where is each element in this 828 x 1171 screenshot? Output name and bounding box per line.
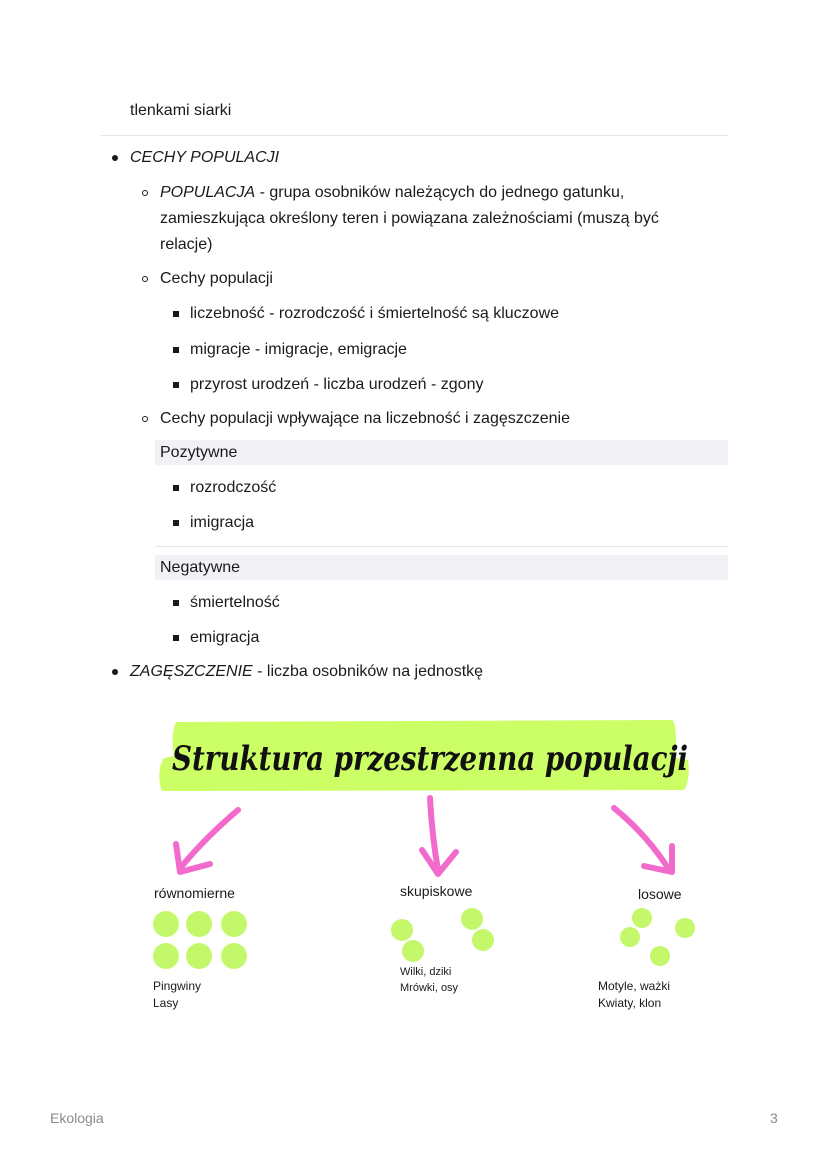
section-heading-cechy: CECHY POPULACJI — [130, 149, 280, 166]
clumped-dot — [402, 940, 424, 962]
uniform-dot — [186, 943, 212, 969]
uniform-dot — [153, 911, 179, 937]
type-label-uniform: równomierne — [154, 885, 235, 901]
uniform-dot — [153, 943, 179, 969]
examples-clumped — [400, 964, 458, 996]
clumped-dot — [461, 908, 483, 930]
example-text: Motyle, ważki — [598, 979, 671, 993]
positive-label: Pozytywne — [160, 444, 238, 461]
example-text: Mrówki, osy — [400, 982, 459, 994]
populacja-definition-text: - grupa osobników należących do jednego gatunku, zamieszkująca określony teren i powiązana zależnościami (muszą być relacje) — [160, 184, 659, 253]
term-populacja: POPULACJA — [160, 184, 256, 201]
example-text: Wilki, dziki — [400, 966, 452, 978]
examples-uniform — [153, 978, 201, 1012]
type-label-random: losowe — [638, 886, 682, 902]
example-text: Lasy — [153, 996, 179, 1010]
example-text: Kwiaty, klon — [598, 996, 662, 1010]
page-number: 3 — [770, 1110, 778, 1126]
positive-item: imigracja — [190, 514, 255, 531]
uniform-dot — [221, 943, 247, 969]
wplyw-title: Cechy populacji wpływające na liczebność i zagęszczenie — [160, 410, 570, 427]
uniform-dot — [221, 911, 247, 937]
random-dot — [632, 908, 652, 928]
cechy-item: liczebność - rozrodczość i śmiertelność są kluczowe — [190, 305, 560, 322]
diagram-title: Struktura przestrzenna populacji — [172, 739, 688, 779]
random-dot — [620, 927, 640, 947]
cechy-title: Cechy populacji — [160, 270, 273, 287]
term-zageszczenie: ZAGĘSZCZENIE — [130, 663, 253, 680]
cechy-item: migracje - imigracje, emigracje — [190, 341, 407, 358]
positive-item: rozrodczość — [190, 479, 277, 496]
zageszczenie-text: - liczba osobników na jednostkę — [252, 663, 484, 680]
clumped-dot — [472, 929, 494, 951]
continuation-text: tlenkami siarki — [130, 102, 232, 119]
example-text: Pingwiny — [153, 979, 202, 993]
uniform-dot — [186, 911, 212, 937]
negative-item: emigracja — [190, 629, 260, 646]
clumped-dot — [391, 919, 413, 941]
negative-label: Negatywne — [160, 559, 241, 576]
negative-item: śmiertelność — [190, 594, 280, 611]
arrow-left-icon — [182, 810, 238, 866]
random-dot — [650, 946, 670, 966]
type-label-clumped: skupiskowe — [400, 883, 473, 899]
footer-title: Ekologia — [50, 1110, 104, 1126]
arrow-right-icon — [614, 808, 668, 868]
random-dot — [675, 918, 695, 938]
cechy-item: przyrost urodzeń - liczba urodzeń - zgony — [190, 376, 484, 393]
arrow-left-head-icon — [176, 844, 210, 872]
examples-random — [598, 978, 670, 1012]
